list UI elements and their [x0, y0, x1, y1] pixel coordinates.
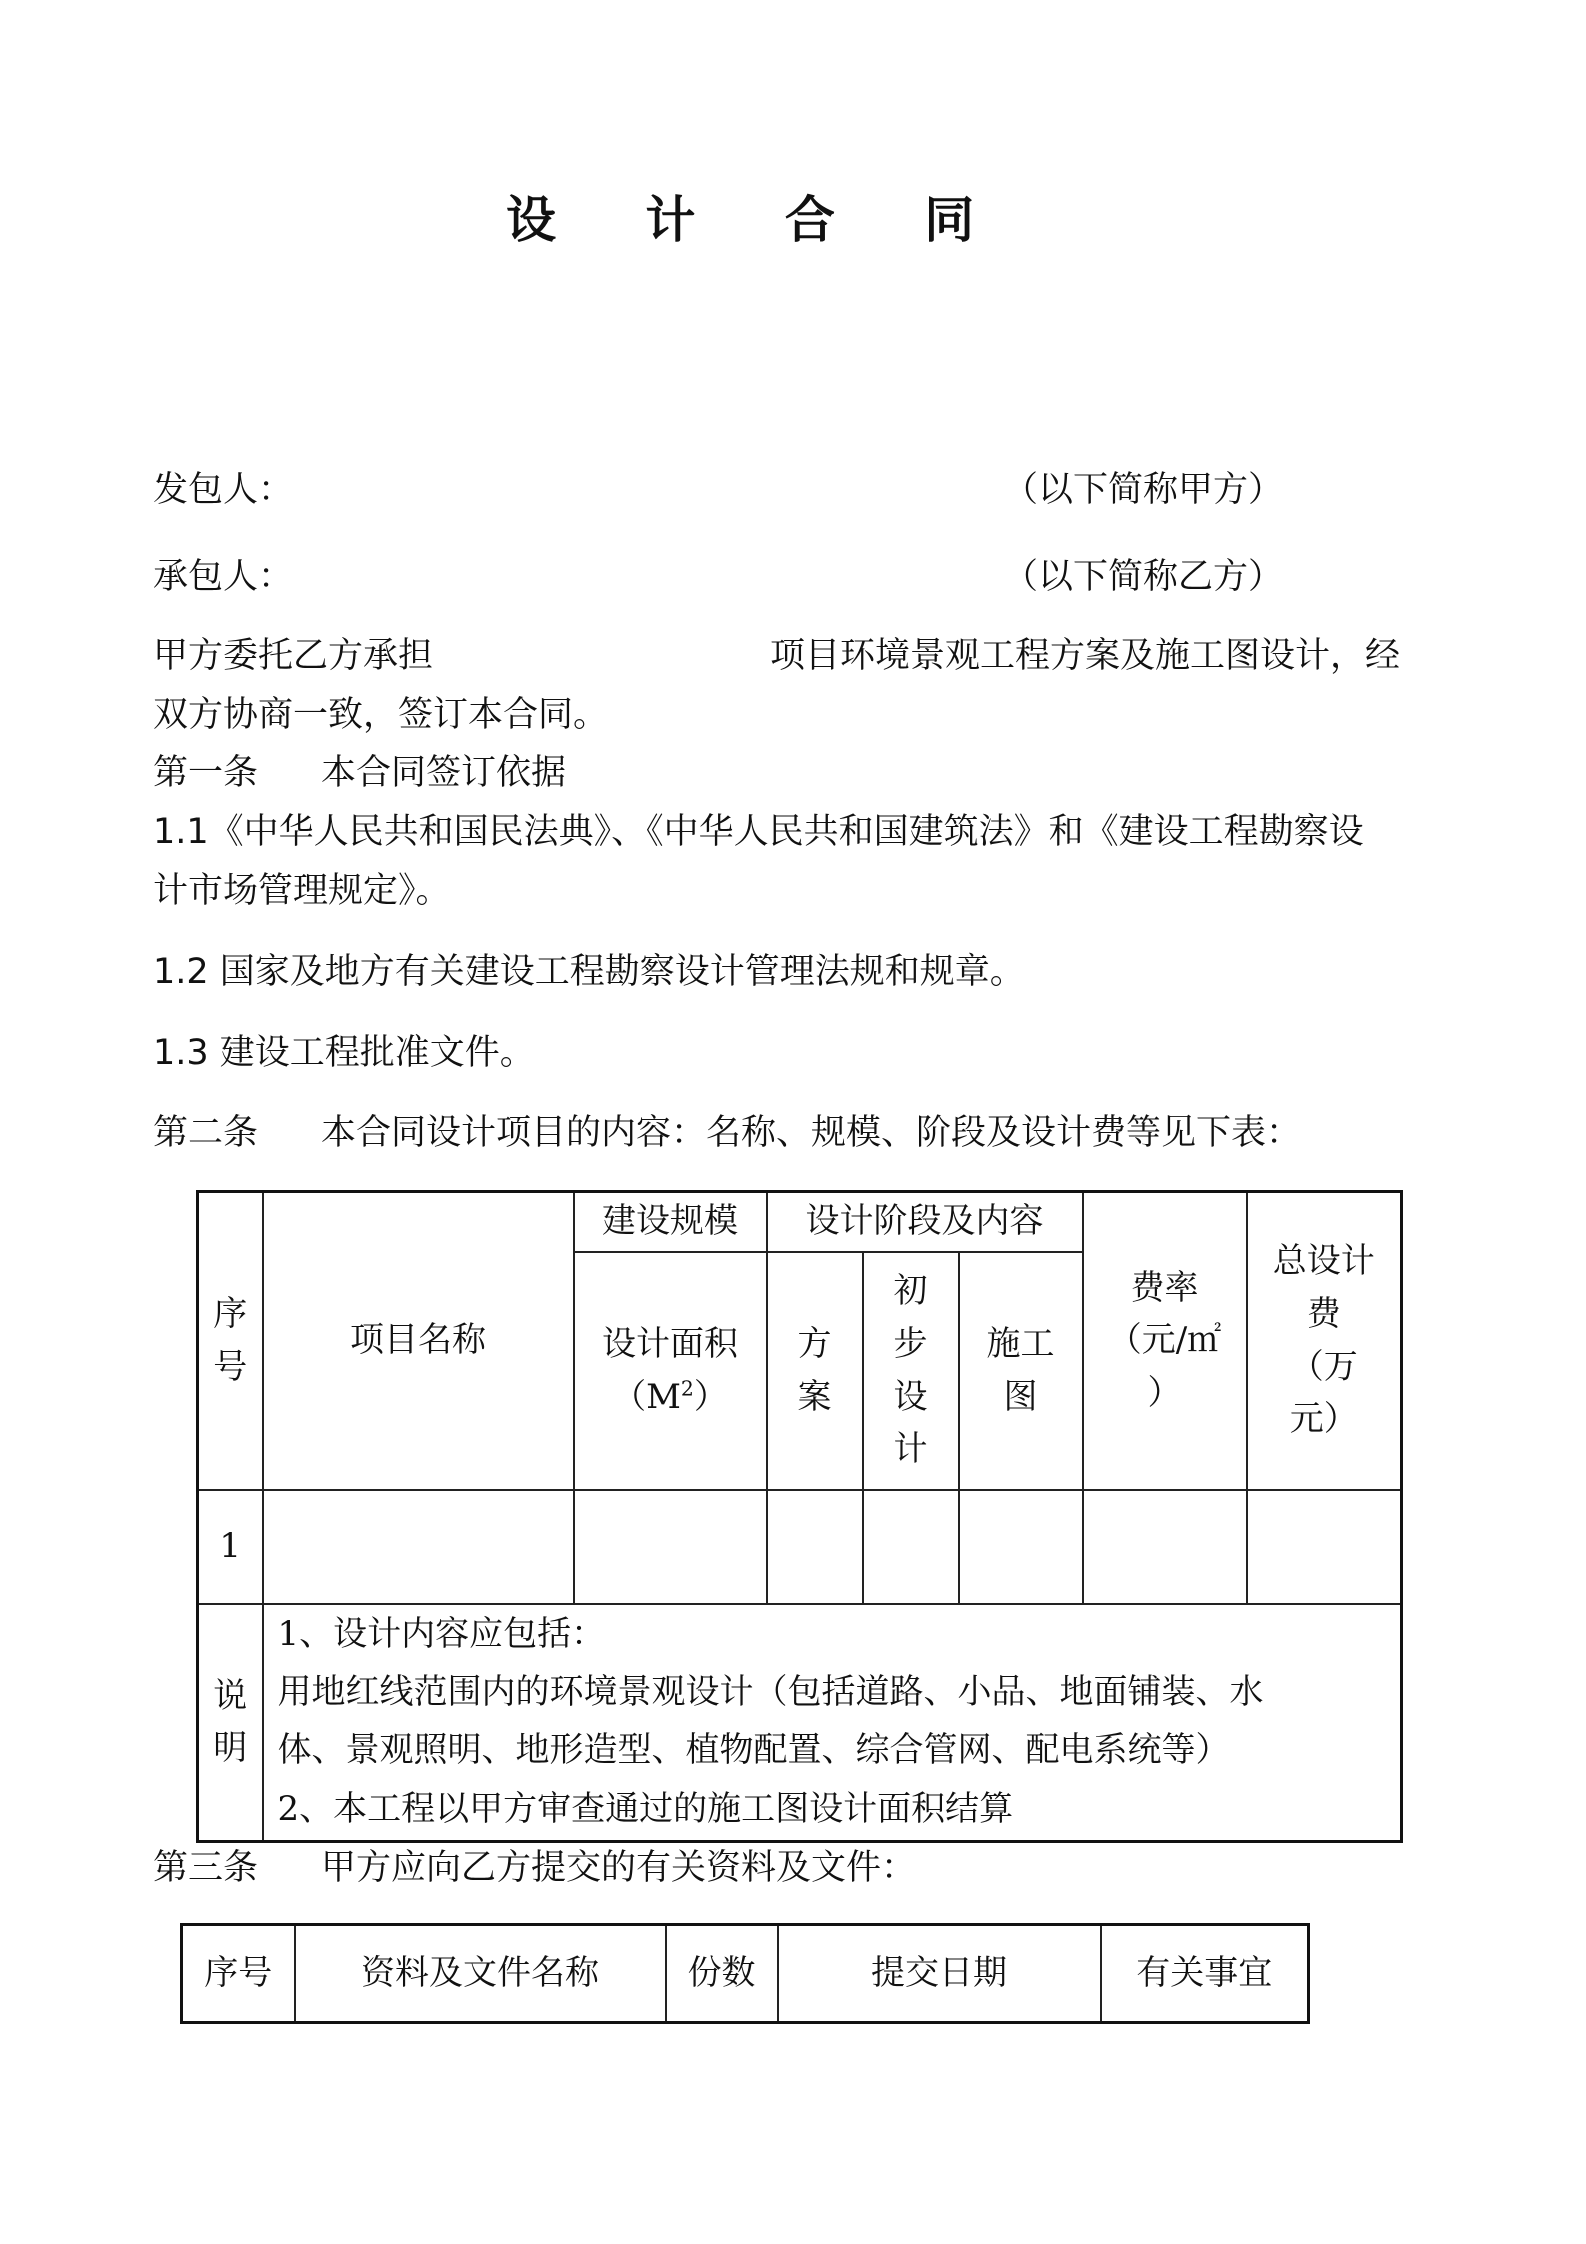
stage-scheme-header: 方案	[767, 1252, 863, 1490]
article1-item3: 1.3 建设工程批准文件。	[153, 1033, 535, 1073]
row1-seq: 1	[198, 1490, 263, 1604]
area-unit	[575, 1371, 766, 1424]
intro-text-b: 项目环境景观工程方案及施工图设计，经	[770, 636, 1401, 676]
notes-line-1: 1、设计内容应包括：	[277, 1613, 606, 1654]
intro-text-a: 甲方委托乙方承担	[153, 636, 434, 676]
rate-header-line3: ）	[1147, 1373, 1182, 1414]
row1-scheme	[767, 1490, 863, 1604]
fee-header	[1247, 1192, 1402, 1490]
design-items-table	[196, 1190, 1403, 1843]
row1-fee	[1247, 1490, 1402, 1604]
doc-copies-header: 份数	[666, 1925, 778, 2023]
area-unit-close: ）	[693, 1376, 728, 1417]
article3-heading: 甲方应向乙方提交的有关资料及文件：	[321, 1848, 917, 1888]
stage-prelim-header: 初步设计	[863, 1252, 959, 1490]
notes-content	[263, 1604, 1402, 1842]
area-header-label: 设计面积	[602, 1323, 738, 1364]
rate-header	[1083, 1192, 1247, 1490]
documents-table	[180, 1923, 1310, 2024]
notes-line-4: 2、本工程以甲方审查通过的施工图设计面积结算	[277, 1788, 1014, 1829]
project-name-header: 项目名称	[263, 1192, 574, 1490]
seq-header: 序号	[198, 1192, 263, 1490]
area-unit-sup: 2	[680, 1376, 694, 1401]
rate-header-line2: （元/㎡	[1107, 1320, 1222, 1361]
stage-construction-header: 施工图	[959, 1252, 1083, 1490]
row1-area	[574, 1490, 767, 1604]
rate-header-line1: 费率	[1130, 1267, 1199, 1308]
article2-number: 第二条	[153, 1113, 259, 1153]
row1-rate	[1083, 1490, 1247, 1604]
contractor-label: 承包人：	[153, 557, 294, 597]
doc-date-header: 提交日期	[778, 1925, 1101, 2023]
article1-number: 第一条	[153, 753, 259, 793]
scale-header: 建设规模	[574, 1192, 767, 1252]
employer-label: 发包人：	[153, 470, 294, 510]
stage-header: 设计阶段及内容	[767, 1192, 1083, 1252]
doc-name-header: 资料及文件名称	[295, 1925, 666, 2023]
document-title: 设 计 合 同	[506, 191, 1011, 249]
article1-item2: 1.2 国家及地方有关建设工程勘察设计管理法规和规章。	[153, 952, 1025, 992]
row1-construction	[959, 1490, 1083, 1604]
fee-header-line1: 总设计	[1272, 1241, 1375, 1282]
area-unit-open: （M	[612, 1376, 681, 1417]
article3-number: 第三条	[153, 1848, 259, 1888]
contractor-alias: （以下简称乙方）	[1003, 557, 1284, 597]
article1-item1-line1: 1.1《中华人民共和国民法典》、《中华人民共和国建筑法》和《建设工程勘察设	[153, 812, 1364, 852]
doc-matters-header: 有关事宜	[1101, 1925, 1309, 2023]
article1-item1-line2: 计市场管理规定》。	[153, 871, 451, 911]
fee-header-line2: 费	[1306, 1294, 1341, 1335]
article2-heading: 本合同设计项目的内容：名称、规模、阶段及设计费等见下表：	[321, 1113, 1302, 1153]
notes-line-3: 体、景观照明、地形造型、植物配置、综合管网、配电系统等）	[277, 1730, 1230, 1771]
doc-seq-header: 序号	[182, 1925, 295, 2023]
notes-label: 说明	[198, 1604, 263, 1842]
row1-prelim	[863, 1490, 959, 1604]
notes-line-2: 用地红线范围内的环境景观设计（包括道路、小品、地面铺装、水	[277, 1671, 1264, 1712]
area-header	[574, 1252, 767, 1490]
article1-heading: 本合同签订依据	[321, 753, 567, 793]
employer-alias: （以下简称甲方）	[1003, 470, 1284, 510]
fee-header-line3: （万	[1289, 1346, 1358, 1387]
intro-text-2: 双方协商一致，签订本合同。	[153, 695, 609, 735]
fee-header-line4: 元）	[1289, 1399, 1358, 1440]
row1-name	[263, 1490, 574, 1604]
